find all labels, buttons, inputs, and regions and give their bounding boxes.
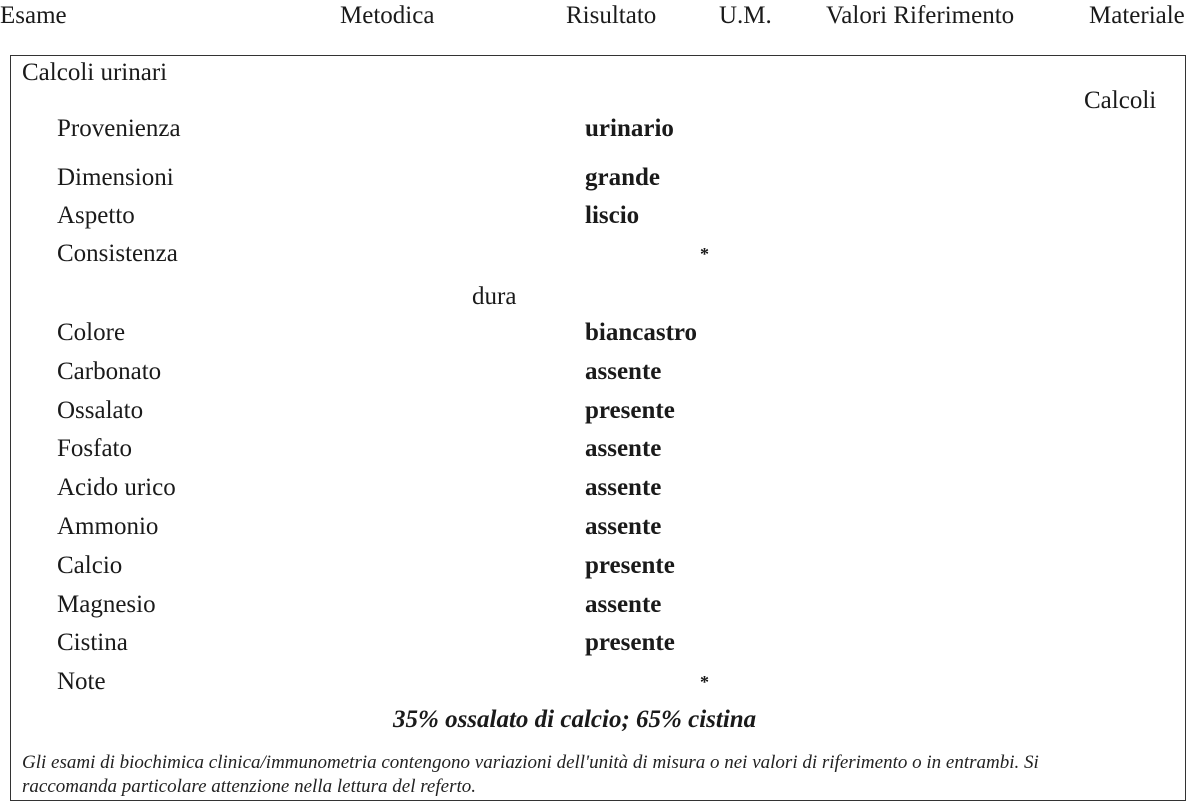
header-um: U.M.: [719, 2, 772, 29]
row-risultato-colore: biancastro: [585, 319, 698, 346]
row-risultato-provenienza: urinario: [585, 115, 674, 142]
row-esame-acido-urico: Acido urico: [57, 474, 176, 501]
row-risultato-ossalato: presente: [585, 397, 675, 424]
row-flag-note: *: [700, 672, 709, 692]
row-risultato-dimensioni: grande: [585, 164, 660, 191]
row-esame-consistenza: Consistenza: [57, 240, 178, 267]
row-risultato-ammonio: assente: [585, 513, 662, 540]
row-risultato-consistenza: dura: [472, 283, 517, 310]
header-risultato: Risultato: [566, 2, 657, 29]
row-esame-magnesio: Magnesio: [57, 591, 156, 618]
row-esame-ammonio: Ammonio: [57, 513, 159, 540]
disclaimer-text: Gli esami di biochimica clinica/immunometria contengono variazioni dell'unità di misura o nei valori di riferimento o in entrambi. Si raccomanda particolare attenzione nella lettura del referto.: [22, 752, 1039, 797]
row-risultato-carbonato: assente: [585, 358, 662, 385]
row-esame-ossalato: Ossalato: [57, 397, 144, 424]
header-valori-riferimento: Valori Riferimento: [826, 2, 1015, 29]
row-esame-aspetto: Aspetto: [57, 202, 135, 229]
row-esame-note: Note: [57, 668, 106, 695]
note-result-text: 35% ossalato di calcio; 65% cistina: [393, 706, 757, 733]
row-risultato-acido-urico: assente: [585, 474, 662, 501]
row-esame-calcio: Calcio: [57, 552, 123, 579]
row-risultato-aspetto: liscio: [585, 202, 640, 229]
header-esame: Esame: [0, 2, 67, 29]
row-risultato-calcio: presente: [585, 552, 675, 579]
row-esame-colore: Colore: [57, 319, 126, 346]
row-esame-fosfato: Fosfato: [57, 435, 132, 462]
header-metodica: Metodica: [340, 2, 435, 29]
row-flag-consistenza: *: [700, 244, 709, 264]
row-esame-dimensioni: Dimensioni: [57, 164, 174, 191]
row-risultato-fosfato: assente: [585, 435, 662, 462]
header-materiale: Materiale: [1089, 2, 1185, 29]
section-title: Calcoli urinari: [22, 59, 168, 86]
row-risultato-magnesio: assente: [585, 591, 662, 618]
row-esame-carbonato: Carbonato: [57, 358, 162, 385]
row-esame-cistina: Cistina: [57, 629, 128, 656]
row-risultato-cistina: presente: [585, 629, 675, 656]
section-materiale: Calcoli: [1084, 87, 1157, 114]
row-esame-provenienza: Provenienza: [57, 115, 181, 142]
